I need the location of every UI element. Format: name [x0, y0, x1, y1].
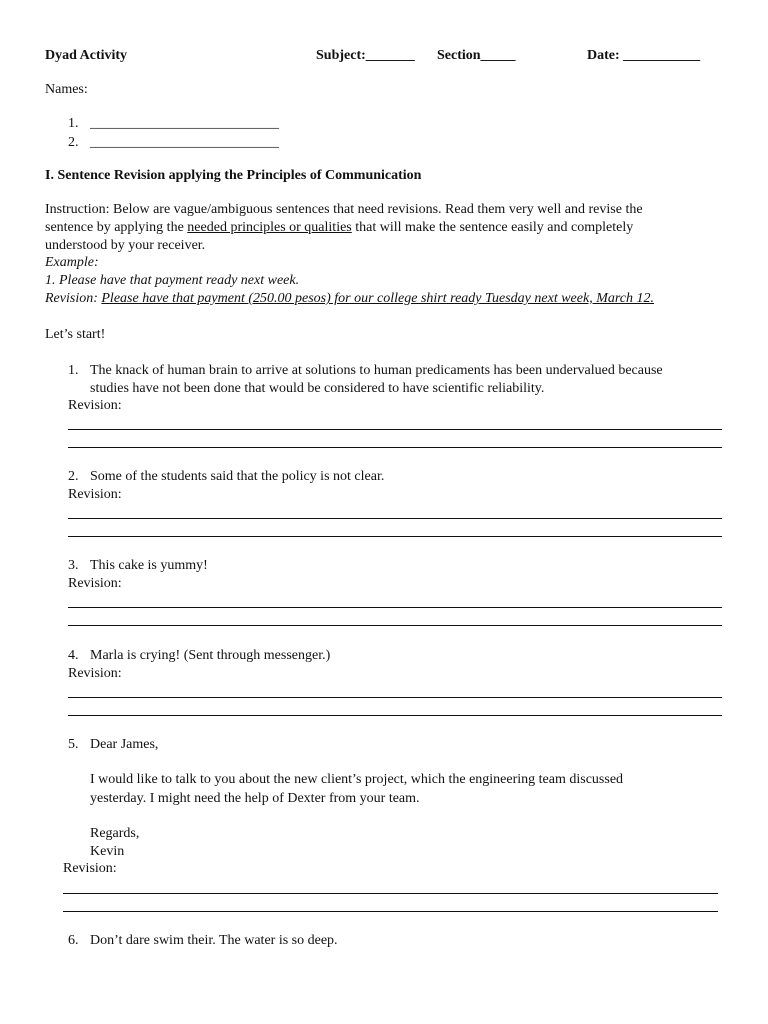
- revision-line[interactable]: [68, 536, 722, 537]
- revision-line[interactable]: [68, 625, 722, 626]
- example-item: 1. Please have that payment ready next week.: [45, 273, 300, 288]
- name-number-1: 1.: [68, 116, 79, 131]
- worksheet-title: Dyad Activity: [45, 48, 128, 63]
- item-3-text: This cake is yummy!: [90, 558, 208, 573]
- section-heading: I. Sentence Revision applying the Principles of Communication: [45, 168, 422, 183]
- example-revision-text: Please have that payment (250.00 pesos) for our college shirt ready Tuesday next week, March 12.: [101, 291, 654, 306]
- date-field[interactable]: Date: ___________: [587, 48, 701, 63]
- example-label: Example:: [45, 255, 99, 270]
- name-blank-2[interactable]: ___________________________: [90, 135, 279, 150]
- item-6-text: Don’t dare swim their. The water is so deep.: [90, 933, 338, 948]
- name-number-2: 2.: [68, 135, 79, 150]
- revision-line[interactable]: [68, 607, 722, 608]
- revision-line[interactable]: [63, 893, 718, 894]
- item-number-1: 1.: [68, 363, 79, 378]
- underlined-principles: needed principles or qualities: [187, 220, 352, 235]
- revision-line[interactable]: [63, 911, 718, 912]
- item-number-4: 4.: [68, 648, 79, 663]
- instruction-line-3: understood by your receiver.: [45, 238, 206, 253]
- revision-line[interactable]: [68, 447, 722, 448]
- revision-line[interactable]: [68, 518, 722, 519]
- revision-label-3: Revision:: [68, 576, 122, 591]
- item-5-body-2: yesterday. I might need the help of Dexter from your team.: [90, 791, 420, 806]
- revision-line[interactable]: [68, 715, 722, 716]
- revision-line[interactable]: [68, 697, 722, 698]
- revision-label-2: Revision:: [68, 487, 122, 502]
- names-label: Names:: [45, 82, 88, 97]
- name-blank-1[interactable]: ___________________________: [90, 116, 279, 131]
- instruction-line-2: [45, 219, 633, 237]
- item-1-line-2: studies have not been done that would be considered to have scientific reliability.: [90, 381, 545, 396]
- item-number-6: 6.: [68, 933, 79, 948]
- item-5-signature: Kevin: [90, 844, 125, 859]
- instruction-line-2-end: that will make the sentence easily and completely: [351, 220, 634, 235]
- revision-label-5: Revision:: [63, 861, 117, 876]
- section-field[interactable]: Section_____: [437, 48, 516, 63]
- lets-start: Let’s start!: [45, 327, 106, 342]
- item-number-5: 5.: [68, 737, 79, 752]
- revision-label-4: Revision:: [68, 666, 122, 681]
- example-revision-label: Revision:: [45, 291, 102, 306]
- item-4-text: Marla is crying! (Sent through messenger.): [90, 648, 331, 663]
- instruction-line-2-start: sentence by applying the: [45, 220, 188, 235]
- item-2-text: Some of the students said that the policy is not clear.: [90, 469, 385, 484]
- instruction-line-1: Instruction: Below are vague/ambiguous sentences that need revisions. Read them very well and revise the: [45, 202, 643, 217]
- subject-field[interactable]: Subject:_______: [316, 48, 415, 63]
- item-5-body-1: I would like to talk to you about the new client’s project, which the engineering team discussed: [90, 772, 624, 787]
- item-5-closing: Regards,: [90, 826, 140, 841]
- item-5-salutation: Dear James,: [90, 737, 159, 752]
- item-number-2: 2.: [68, 469, 79, 484]
- example-revision: [45, 290, 654, 308]
- revision-label-1: Revision:: [68, 398, 122, 413]
- item-1-line-1: The knack of human brain to arrive at solutions to human predicaments has been undervalued because: [90, 363, 663, 378]
- revision-line[interactable]: [68, 429, 722, 430]
- item-number-3: 3.: [68, 558, 79, 573]
